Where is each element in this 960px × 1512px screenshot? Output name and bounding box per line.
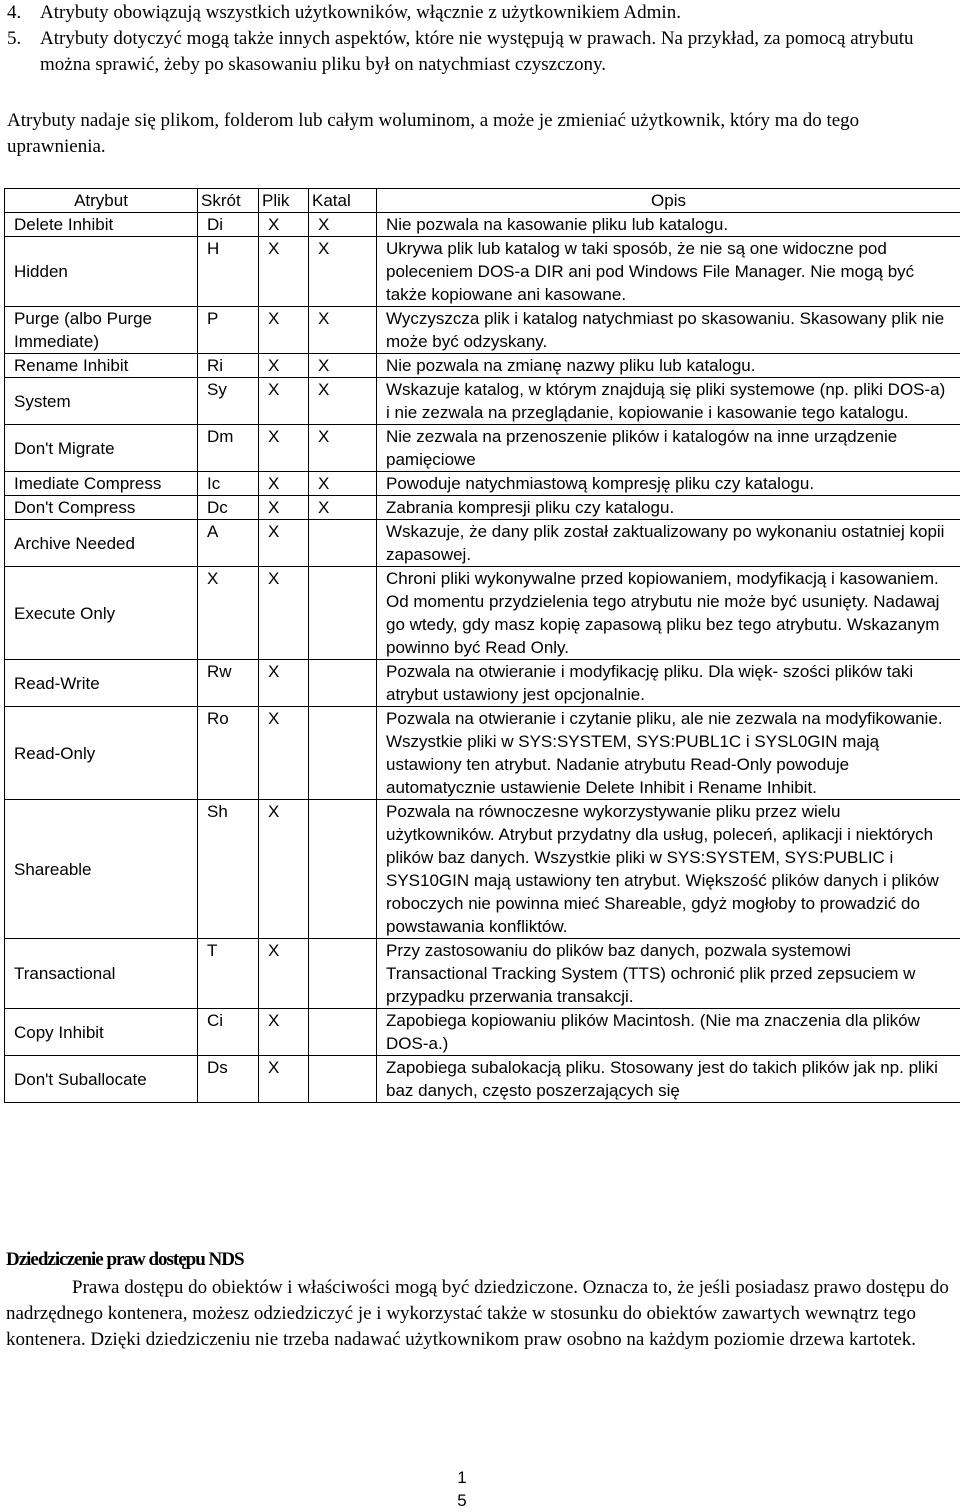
attributes-paragraph: Atrybuty nadaje się plikom, folderom lub całym woluminom, a może je zmieniać użytkownik, który ma do tego uprawnienia. bbox=[7, 108, 952, 160]
attribute-name: Transactional bbox=[5, 939, 198, 1009]
table-row bbox=[5, 520, 960, 567]
header-file: Plik bbox=[259, 189, 309, 213]
file-flag: X bbox=[259, 567, 309, 660]
directory-flag: X bbox=[309, 213, 377, 237]
attribute-name: Imediate Compress bbox=[5, 472, 198, 496]
list-item bbox=[7, 0, 952, 26]
file-flag: X bbox=[259, 378, 309, 425]
attribute-name: System bbox=[5, 378, 198, 425]
attribute-abbr: Di bbox=[198, 213, 259, 237]
directory-flag bbox=[309, 939, 377, 1009]
directory-flag bbox=[309, 567, 377, 660]
section-paragraph: Prawa dostępu do obiektów i właściwości mogą być dziedziczone. Oznacza to, że jeśli posiadasz prawo dostępu do nadrzędnego kontenera, możesz odziedziczyć je i wykorzystać także w stosunku do obiektów zawartych wewnątrz tego kontenera. Dzięki dziedziczeniu nie trzeba nadawać użytkownikom praw osobno na każdym poziomie drzewa kartotek. bbox=[6, 1275, 956, 1353]
directory-flag bbox=[309, 707, 377, 800]
header-directory: Katal bbox=[309, 189, 377, 213]
attribute-abbr: A bbox=[198, 520, 259, 567]
attribute-name: Execute Only bbox=[5, 567, 198, 660]
page-number-line: 5 bbox=[452, 1489, 472, 1512]
table-row bbox=[5, 660, 960, 707]
attribute-name: Hidden bbox=[5, 237, 198, 307]
attribute-abbr: X bbox=[198, 567, 259, 660]
directory-flag: X bbox=[309, 237, 377, 307]
directory-flag bbox=[309, 1009, 377, 1056]
directory-flag: X bbox=[309, 425, 377, 472]
directory-flag: X bbox=[309, 378, 377, 425]
attribute-name: Don't Suballocate bbox=[5, 1056, 198, 1103]
attribute-abbr: Ic bbox=[198, 472, 259, 496]
attribute-name: Read-Only bbox=[5, 707, 198, 800]
list-item-text: Atrybuty obowiązują wszystkich użytkowników, włącznie z użytkownikiem Admin. bbox=[40, 2, 681, 23]
file-flag: X bbox=[259, 800, 309, 939]
table-row bbox=[5, 1056, 960, 1103]
directory-flag: X bbox=[309, 354, 377, 378]
attribute-name: Purge (albo Purge Immediate) bbox=[5, 307, 198, 354]
attribute-abbr: T bbox=[198, 939, 259, 1009]
section-heading: Dziedziczenie praw dostępu NDS bbox=[6, 1247, 244, 1273]
attribute-description: Pozwala na otwieranie i czytanie pliku, ale nie zezwala na modyfikowanie. Wszystkie pliki w SYS:SYSTEM, SYS:PUBL1C i SYSL0GIN mają ustawiony ten atrybut. Nadanie atrybutu Read-Only powoduje automatycznie ustawienie Delete Inhibit i Rename Inhibit. bbox=[377, 707, 960, 800]
table-row bbox=[5, 472, 960, 496]
attribute-description: Powoduje natychmiastową kompresję pliku czy katalogu. bbox=[377, 472, 960, 496]
attribute-description: Pozwala na równoczesne wykorzystywanie pliku przez wielu użytkowników. Atrybut przydatny dla usług, poleceń, aplikacji i niektórych plików baz danych. Wszystkie pliki w SYS:SYSTEM, SYS:PUBLIC i SYS10GIN mają ustawiony ten atrybut. Większość plików danych i plików roboczych nie powinna mieć Shareable, gdyż mogłoby to prowadzić do powstawania konfliktów. bbox=[377, 800, 960, 939]
attribute-abbr: Ds bbox=[198, 1056, 259, 1103]
file-flag: X bbox=[259, 425, 309, 472]
attribute-name: Read-Write bbox=[5, 660, 198, 707]
attribute-description: Wskazuje katalog, w którym znajdują się pliki systemowe (np. pliki DOS-a) i nie zezwala na przeglądanie, kopiowanie i kasowanie tego katalogu. bbox=[377, 378, 960, 425]
file-flag: X bbox=[259, 496, 309, 520]
directory-flag bbox=[309, 520, 377, 567]
header-abbreviation: Skrót bbox=[198, 189, 259, 213]
file-flag: X bbox=[259, 1009, 309, 1056]
directory-flag: X bbox=[309, 496, 377, 520]
attribute-abbr: Rw bbox=[198, 660, 259, 707]
page-number-line: 1 bbox=[452, 1466, 472, 1489]
table-row bbox=[5, 939, 960, 1009]
table-row bbox=[5, 213, 960, 237]
directory-flag bbox=[309, 1056, 377, 1103]
attribute-description: Zapobiega subalokacją pliku. Stosowany jest do takich plików jak np. pliki baz danych, często poszerzających się bbox=[377, 1056, 960, 1103]
attribute-name: Archive Needed bbox=[5, 520, 198, 567]
attribute-description: Nie pozwala na kasowanie pliku lub katalogu. bbox=[377, 213, 960, 237]
attribute-abbr: Sh bbox=[198, 800, 259, 939]
table-row bbox=[5, 354, 960, 378]
attribute-name: Delete Inhibit bbox=[5, 213, 198, 237]
directory-flag bbox=[309, 800, 377, 939]
file-flag: X bbox=[259, 472, 309, 496]
list-item-number: 5. bbox=[7, 26, 21, 52]
list-item-text: Atrybuty dotyczyć mogą także innych aspektów, które nie występują w prawach. Na przykład, za pomocą atrybutu można sprawić, żeby po skasowaniu pliku był on natychmiast czyszczony. bbox=[40, 28, 914, 75]
file-flag: X bbox=[259, 307, 309, 354]
attribute-name: Don't Compress bbox=[5, 496, 198, 520]
attribute-name: Shareable bbox=[5, 800, 198, 939]
file-flag: X bbox=[259, 520, 309, 567]
attribute-abbr: P bbox=[198, 307, 259, 354]
attribute-abbr: Ri bbox=[198, 354, 259, 378]
attribute-description: Wskazuje, że dany plik został zaktualizowany po wykonaniu ostatniej kopii zapasowej. bbox=[377, 520, 960, 567]
numbered-list bbox=[7, 0, 952, 78]
attribute-description: Nie zezwala na przenoszenie plików i katalogów na inne urządzenie pamięciowe bbox=[377, 425, 960, 472]
directory-flag bbox=[309, 660, 377, 707]
list-item bbox=[7, 26, 952, 78]
file-flag: X bbox=[259, 213, 309, 237]
attribute-description: Nie pozwala na zmianę nazwy pliku lub katalogu. bbox=[377, 354, 960, 378]
table-row bbox=[5, 567, 960, 660]
attribute-name: Don't Migrate bbox=[5, 425, 198, 472]
table-row bbox=[5, 378, 960, 425]
table-row bbox=[5, 237, 960, 307]
directory-flag: X bbox=[309, 307, 377, 354]
attribute-abbr: H bbox=[198, 237, 259, 307]
table-row bbox=[5, 496, 960, 520]
file-flag: X bbox=[259, 1056, 309, 1103]
list-item-number: 4. bbox=[7, 0, 21, 26]
attribute-description: Zapobiega kopiowaniu plików Macintosh. (Nie ma znaczenia dla plików DOS-a.) bbox=[377, 1009, 960, 1056]
file-flag: X bbox=[259, 660, 309, 707]
attribute-name: Rename Inhibit bbox=[5, 354, 198, 378]
directory-flag: X bbox=[309, 472, 377, 496]
attribute-abbr: Dc bbox=[198, 496, 259, 520]
attribute-description: Zabrania kompresji pliku czy katalogu. bbox=[377, 496, 960, 520]
table-row bbox=[5, 707, 960, 800]
attribute-description: Chroni pliki wykonywalne przed kopiowaniem, modyfikacją i kasowaniem. Od momentu przydzielenia tego atrybutu nie może być usunięty. Nadawaj go wtedy, gdy masz kopię zapasową pliku bez tego atrybutu. Wskazanym powinno być Read Only. bbox=[377, 567, 960, 660]
file-flag: X bbox=[259, 354, 309, 378]
attributes-table bbox=[4, 188, 960, 1103]
table-row bbox=[5, 800, 960, 939]
attribute-description: Wyczyszcza plik i katalog natychmiast po skasowaniu. Skasowany plik nie może być odzyskany. bbox=[377, 307, 960, 354]
table-row bbox=[5, 425, 960, 472]
attribute-description: Przy zastosowaniu do plików baz danych, pozwala systemowi Transactional Tracking System (TTS) ochronić plik przed zepsuciem w przypadku przerwania transakcji. bbox=[377, 939, 960, 1009]
attribute-name: Copy Inhibit bbox=[5, 1009, 198, 1056]
attribute-abbr: Ci bbox=[198, 1009, 259, 1056]
header-description: Opis bbox=[377, 189, 960, 213]
attribute-description: Ukrywa plik lub katalog w taki sposób, że nie są one widoczne pod poleceniem DOS-a DIR ani pod Windows File Manager. Nie mogą być także kopiowane ani kasowane. bbox=[377, 237, 960, 307]
file-flag: X bbox=[259, 939, 309, 1009]
page-number bbox=[452, 1466, 472, 1512]
table-row bbox=[5, 307, 960, 354]
file-flag: X bbox=[259, 707, 309, 800]
attribute-abbr: Sy bbox=[198, 378, 259, 425]
attribute-abbr: Ro bbox=[198, 707, 259, 800]
header-attribute: Atrybut bbox=[5, 189, 198, 213]
attribute-abbr: Dm bbox=[198, 425, 259, 472]
table-header-row bbox=[5, 189, 960, 213]
file-flag: X bbox=[259, 237, 309, 307]
attribute-description: Pozwala na otwieranie i modyfikację pliku. Dla więk- szości plików taki atrybut ustawiony jest opcjonalnie. bbox=[377, 660, 960, 707]
table-row bbox=[5, 1009, 960, 1056]
